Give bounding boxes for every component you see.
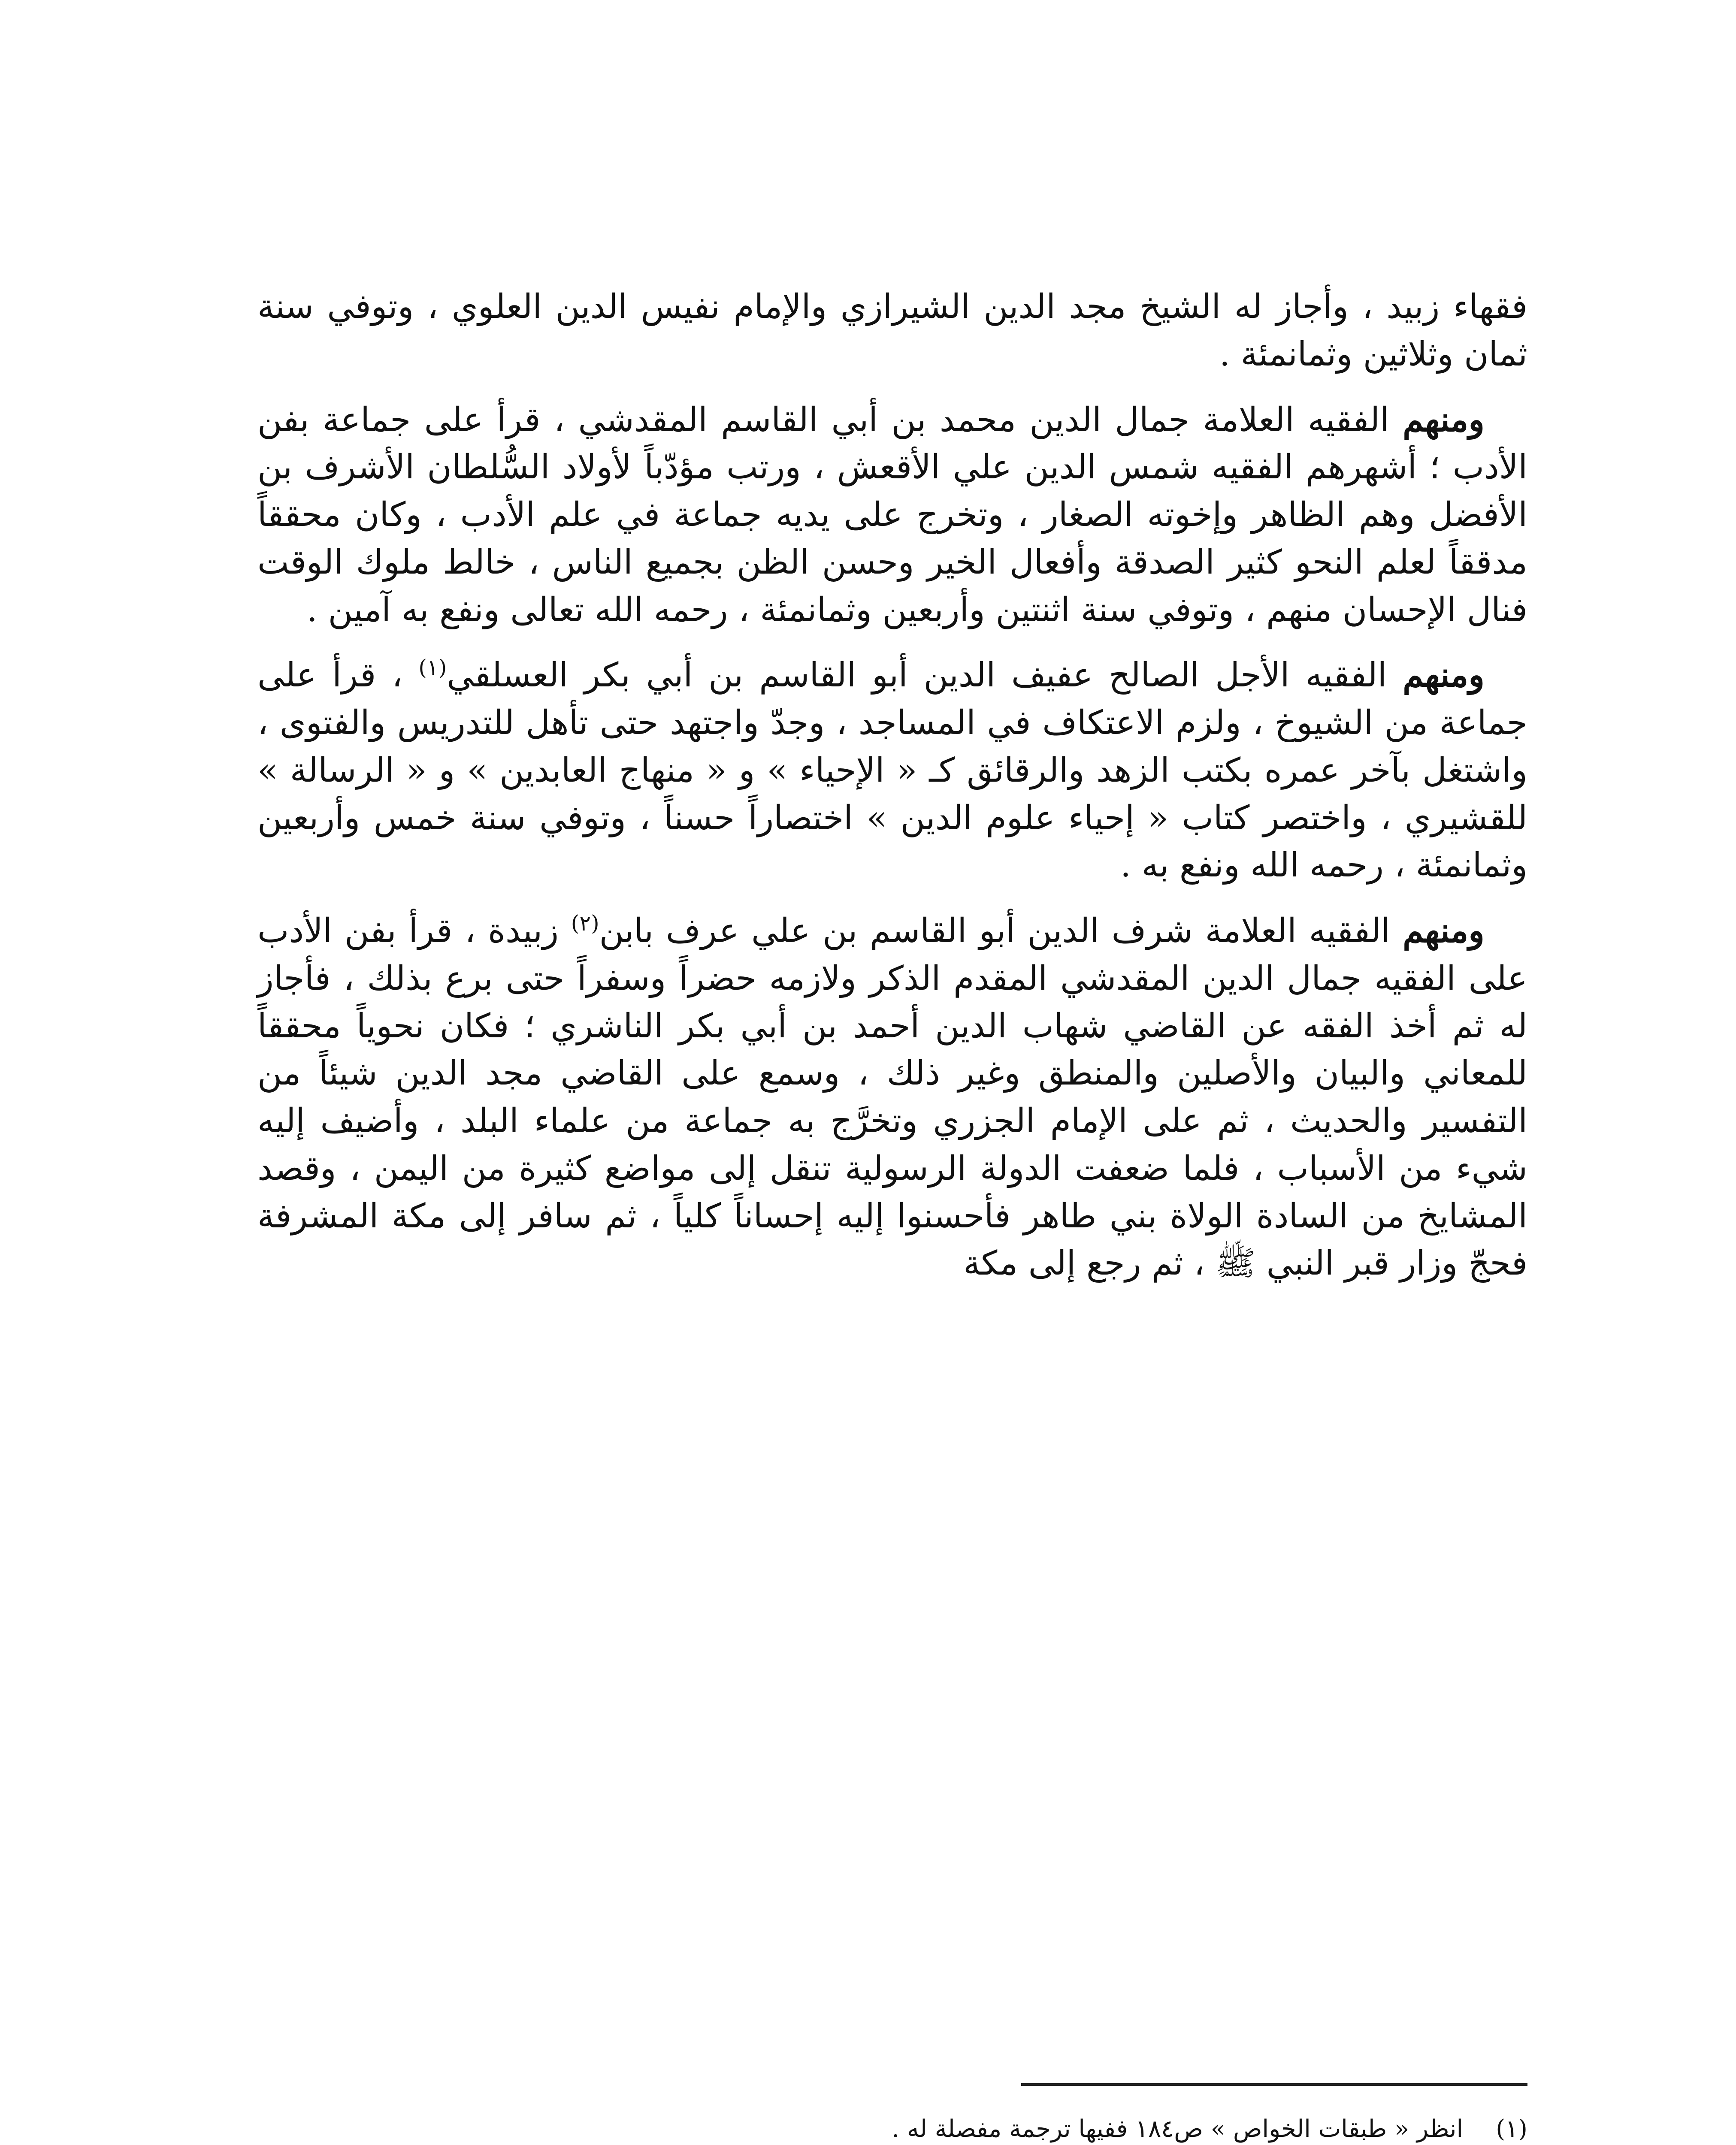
paragraph-3-text-before-ref: الفقيه الأجل الصالح عفيف الدين أبو القاسم بن أبي بكر العسلقي	[447, 656, 1403, 695]
paragraph-3-text: ، قرأ على جماعة من الشيوخ ، ولزم الاعتكاف في المساجد ، وجدّ واجتهد حتى تأهل للتدريس والفتوى ، واشتغل بآخر عمره بكتب الزهد والرقائق كـ « الإحياء » و « منهاج العابدين » و « الرسالة » للقشيري ، واختصر كتاب « إحياء علوم الدين » اختصاراً حسناً ، وتوفي سنة خمس وأربعين وثمانمئة ، رحمه الله ونفع به .	[257, 656, 1527, 885]
footnote-1-number: (١)	[1496, 2115, 1527, 2143]
paragraph-3	[257, 652, 1527, 889]
footnotes	[257, 2111, 1527, 2145]
paragraph-2	[257, 396, 1527, 634]
footnote-1-text: انظر « طبقات الخواص » ص١٨٤ ففيها ترجمة مفصلة له .	[892, 2115, 1463, 2143]
paragraph-3-lead: ومنهم	[1403, 656, 1485, 695]
paragraph-4-text-before-ref: الفقيه العلامة شرف الدين أبو القاسم بن علي عرف بابن	[599, 912, 1403, 950]
paragraph-2-lead: ومنهم	[1403, 400, 1485, 439]
paragraph-4-text: زبيدة ، قرأ بفن الأدب على الفقيه جمال الدين المقدشي المقدم الذكر ولازمه حضراً وسفراً حتى برع بذلك ، فأجاز له ثم أخذ الفقه عن القاضي شهاب الدين أحمد بن أبي بكر الناشري ؛ فكان نحوياً محققاً للمعاني والبيان والأصلين والمنطق وغير ذلك ، وسمع على القاضي مجد الدين شيئاً من التفسير والحديث ، ثم على الإمام الجزري وتخرَّج به جماعة من علماء البلد ، وأضيف إليه شيء من الأسباب ، فلما ضعفت الدولة الرسولية تنقل إلى مواضع كثيرة من اليمن ، وقصد المشايخ من السادة الولاة بني طاهر فأحسنوا إليه إحساناً كلياً ، ثم سافر إلى مكة المشرفة فحجّ وزار قبر النبي ﷺ ، ثم رجع إلى مكة	[257, 912, 1527, 1283]
paragraph-1-text: فقهاء زبيد ، وأجاز له الشيخ مجد الدين الشيرازي والإمام نفيس الدين العلوي ، وتوفي سنة ثمان وثلاثين وثمانمئة .	[257, 287, 1527, 374]
paragraph-4-lead: ومنهم	[1403, 911, 1485, 950]
footnote-ref-1[interactable]: (١)	[418, 655, 447, 680]
footnote-1	[257, 2111, 1527, 2145]
main-text	[257, 283, 1527, 1305]
footnote-ref-2[interactable]: (٢)	[571, 911, 599, 936]
paragraph-2-text: الفقيه العلامة جمال الدين محمد بن أبي القاسم المقدشي ، قرأ على جماعة بفن الأدب ؛ أشهرهم الفقيه شمس الدين علي الأقعش ، ورتب مؤدّباً لأولاد السُّلطان الأشرف بن الأفضل وهم الظاهر وإخوته الصغار ، وتخرج على يديه جماعة في علم الأدب ، وكان محققاً مدققاً لعلم النحو كثير الصدقة وأفعال الخير وحسن الظن بجميع الناس ، خالط ملوك الوقت فنال الإحسان منهم ، وتوفي سنة اثنتين وأربعين وثمانمئة ، رحمه الله تعالى ونفع به آمين .	[257, 400, 1527, 629]
footnote-divider	[1021, 2083, 1527, 2086]
paragraph-1	[257, 283, 1527, 378]
paragraph-4	[257, 907, 1527, 1287]
